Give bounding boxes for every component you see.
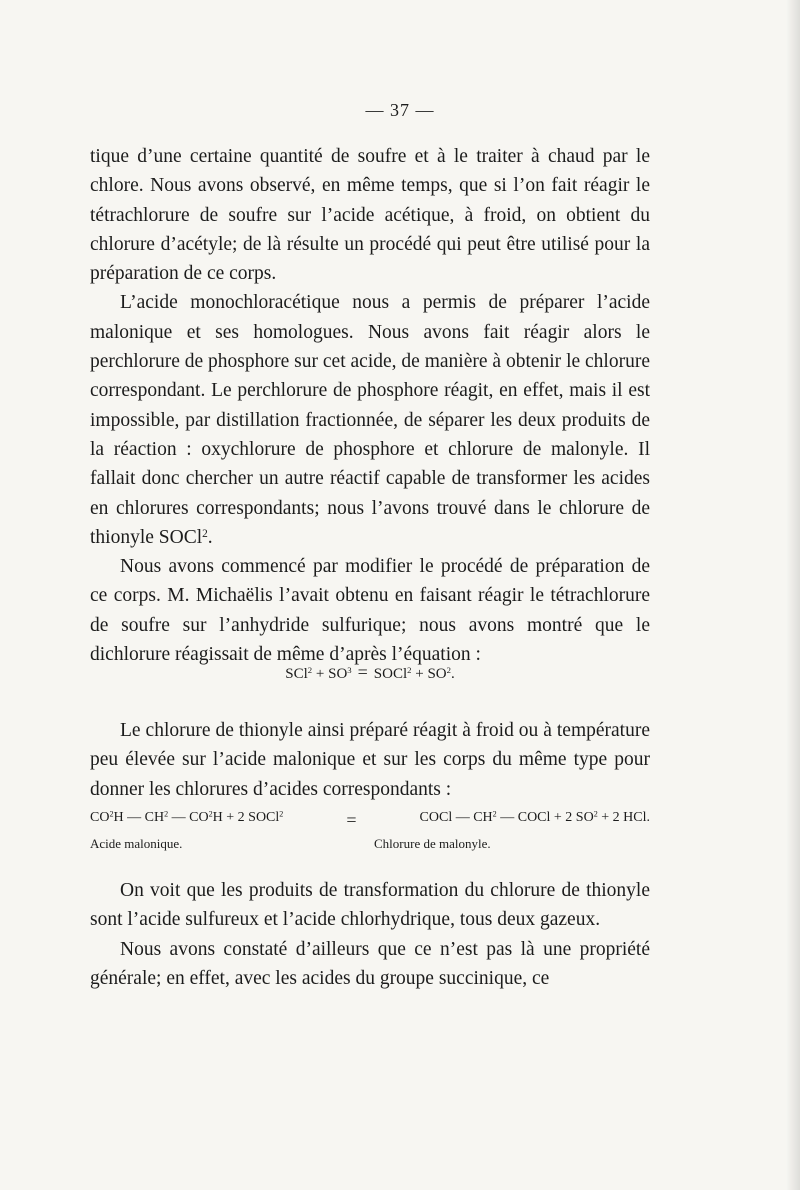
eq1-term: + SO [312,666,348,682]
equation-thionyl-preparation [90,662,650,683]
eq2-right-side [420,810,650,831]
paragraph-2-end: . [207,526,213,548]
eq2-equals: = [346,810,357,830]
eq1-term: . [450,666,455,682]
eq2-sup: 2 [593,809,598,819]
eq2-term: — COCl + 2 SO [496,810,594,825]
eq2-sup: 2 [492,809,497,819]
eq2-sup: 2 [208,809,213,819]
eq2-line [90,810,650,831]
eq1-equals: = [357,662,368,682]
page-edge-shadow [786,0,800,1190]
text-block-top [90,142,650,669]
eq2-term: COCl — CH [419,810,493,825]
caption-malonyl-chloride: Chlorure de malonyle. [374,836,491,851]
eq2-term: H + 2 SOCl [212,810,280,825]
text-block-bottom [90,876,650,993]
caption-malonic-acid: Acide malonique. [90,836,183,851]
page-number: — 37 — [365,100,435,120]
paragraph-6: Nous avons constaté d’ailleurs que ce n’est pas là une propriété générale; en effet, avec les acides du groupe succinique, ce [90,938,650,989]
eq2-term: CO [90,810,110,825]
paragraph-5: On voit que les produits de transformation du chlorure de thionyle sont l’acide sulfureux et l’acide chlorhydrique, tous deux gazeux. [90,880,650,931]
equation-malonyl-chloride [90,810,650,860]
eq2-term: H — CH [113,810,165,825]
eq2-left-side [90,810,283,831]
paragraph-4: Le chlorure de thionyle ainsi préparé réagit à froid ou à température peu élevée sur l’acide malonique et sur les corps du même type pour donner les chlorures d’acides correspondants : [90,720,650,800]
eq1-sup: 3 [347,665,352,676]
eq2-sup: 2 [109,809,114,819]
eq2-term: — CO [168,810,209,825]
eq2-sup: 2 [164,809,169,819]
paragraph-2-text: L’acide monochloracétique nous a permis de préparer l’acide malonique et ses homologues. Nous avons fait réagir alors le perchlorure de phosphore sur cet acide, de manière à obtenir le chlorure correspondant. Le perchlorure de phosphore réagit, en effet, mais il est impossible, par distillation fractionnée, de séparer les deux produits de la réaction : oxychlorure de phosphore et chlorure de malonyle. Il fallait donc chercher un autre réactif capable de transformer les acides en chlorures correspondants; nous l’avons trouvé dans le chlorure de thionyle SOCl [90,292,650,548]
eq1-sup: 2 [307,665,313,676]
eq1-term: SCl [285,666,308,682]
eq2-sup: 2 [279,809,284,819]
eq1-sup: 2 [446,665,451,676]
paragraph-2-sup: 2 [202,527,208,540]
paragraph-2 [90,288,650,552]
eq2-term: + 2 HCl. [597,810,650,825]
paragraph-1: tique d’une certaine quantité de soufre et à le traiter à chaud par le chlore. Nous avons observé, en même temps, que si l’on fait réagir le tétrachlorure de soufre sur l’acide acétique, à froid, on obtient du chlorure d’acétyle; de là résulte un procédé qui peut être utilisé pour la préparation de ce corps. [90,146,650,285]
text-block-middle [90,716,650,804]
eq1-term: SOCl [373,666,408,682]
eq1-sup: 2 [407,665,412,676]
eq1-term: + SO [411,666,447,682]
paragraph-3: Nous avons commencé par modifier le procédé de préparation de ce corps. M. Michaëlis l’avait obtenu en faisant réagir le tétrachlorure de soufre sur l’anhydride sulfurique; nous avons montré que le dichlorure réagissait de même d’après l’équation : [90,556,650,666]
